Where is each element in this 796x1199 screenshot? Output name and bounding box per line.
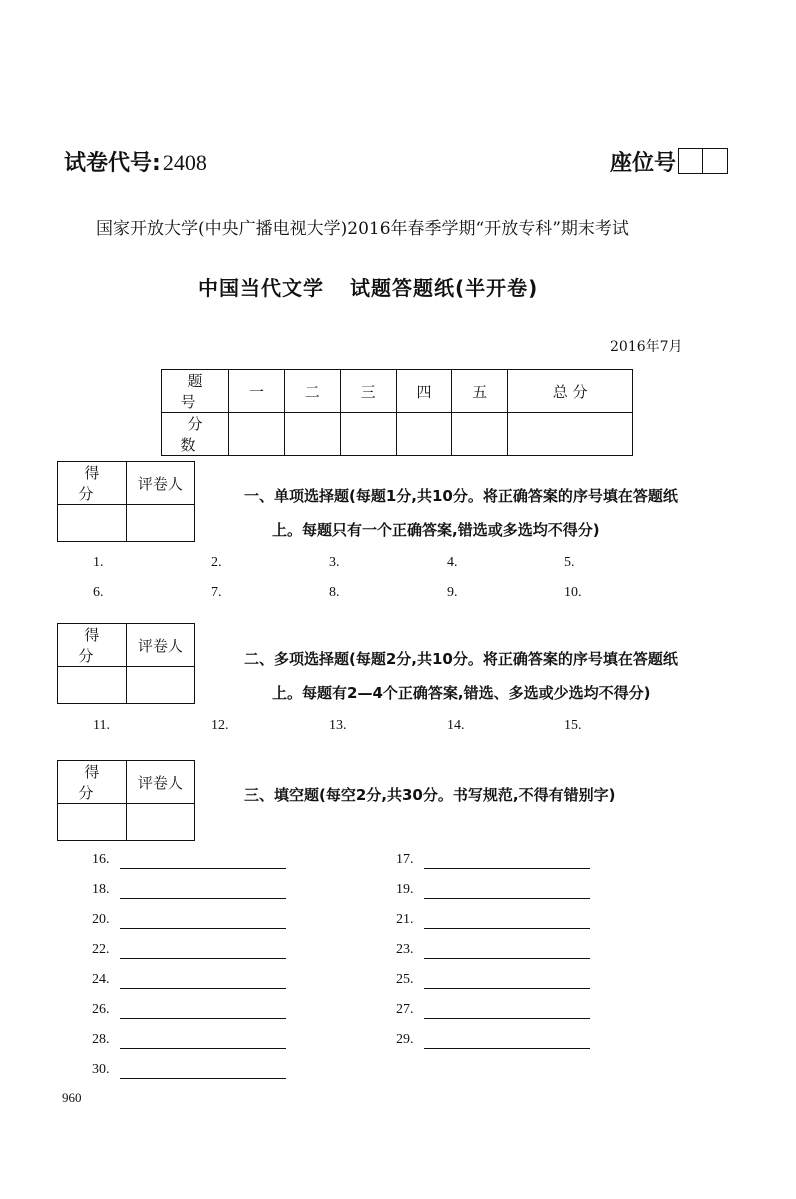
score-table-col: 五	[452, 370, 508, 413]
blank-number: 19.	[396, 882, 414, 897]
blank-number: 20.	[92, 912, 110, 927]
blank-number: 18.	[92, 882, 110, 897]
question-number: 14.	[447, 718, 465, 733]
question-number: 7.	[211, 585, 222, 600]
fill-blank[interactable]	[92, 1002, 110, 1018]
fill-blank[interactable]	[92, 1032, 110, 1048]
question-number: 11.	[93, 718, 110, 733]
question-number: 4.	[447, 555, 458, 570]
section-2-instructions	[244, 642, 678, 710]
section-3-title-line1: 三、填空题(每空2分,共30分。书写规范,不得有错别字)	[244, 786, 616, 804]
question-number: 15.	[564, 718, 582, 733]
question-number: 6.	[93, 585, 104, 600]
question-number: 13.	[329, 718, 347, 733]
grader-name-label: 评卷人	[126, 462, 194, 505]
blank-number: 21.	[396, 912, 414, 927]
blank-number: 17.	[396, 852, 414, 867]
score-table-col: 三	[340, 370, 396, 413]
fill-blank[interactable]	[396, 1032, 414, 1048]
fill-blank[interactable]	[396, 972, 414, 988]
fill-blank[interactable]	[92, 972, 110, 988]
score-table	[161, 369, 633, 456]
score-table-header-row	[162, 370, 633, 413]
seat-number-label: 座位号	[610, 151, 677, 176]
score-cell[interactable]	[229, 413, 285, 456]
section-2-title-line2: 上。每题有2—4个正确答案,错选、多选或少选均不得分)	[272, 684, 651, 702]
score-table-col: 总 分	[508, 370, 633, 413]
score-cell[interactable]	[284, 413, 340, 456]
score-cell[interactable]	[452, 413, 508, 456]
question-number: 1.	[93, 555, 104, 570]
grader-score-cell[interactable]	[58, 505, 127, 542]
exam-code	[64, 146, 207, 177]
blank-number: 26.	[92, 1002, 110, 1017]
grader-box	[57, 461, 195, 542]
score-table-row-label: 分 数	[162, 413, 229, 456]
fill-blank[interactable]	[396, 1002, 414, 1018]
score-table-col: 一	[229, 370, 285, 413]
fill-blank[interactable]	[92, 1062, 110, 1078]
exam-date: 2016年7月	[610, 339, 683, 355]
grader-name-label: 评卷人	[126, 761, 194, 804]
question-number: 8.	[329, 585, 340, 600]
fill-blank[interactable]	[92, 912, 110, 928]
exam-code-value: 2408	[162, 150, 207, 175]
section-3-instructions	[244, 778, 615, 812]
section-1-title-line2: 上。每题只有一个正确答案,错选或多选均不得分)	[272, 521, 600, 539]
fill-blank[interactable]	[92, 852, 110, 868]
question-number: 10.	[564, 585, 582, 600]
score-table-row-label: 题 号	[162, 370, 229, 413]
blank-number: 16.	[92, 852, 110, 867]
section-2-title-line1: 二、多项选择题(每题2分,共10分。将正确答案的序号填在答题纸	[244, 650, 678, 668]
score-cell[interactable]	[396, 413, 452, 456]
paper-type: 试题答题纸(半开卷)	[350, 276, 539, 300]
blank-number: 27.	[396, 1002, 414, 1017]
score-table-score-row	[162, 413, 633, 456]
grader-name-cell[interactable]	[126, 804, 194, 841]
fill-blank[interactable]	[396, 882, 414, 898]
grader-score-label: 得 分	[58, 624, 127, 667]
paper-title	[198, 272, 538, 301]
grader-name-cell[interactable]	[126, 505, 194, 542]
blank-number: 30.	[92, 1062, 110, 1077]
grader-box	[57, 623, 195, 704]
question-number: 9.	[447, 585, 458, 600]
score-table-col: 二	[284, 370, 340, 413]
exam-code-label: 试卷代号:	[64, 151, 161, 176]
blank-number: 25.	[396, 972, 414, 987]
question-number: 3.	[329, 555, 340, 570]
blank-number: 22.	[92, 942, 110, 957]
seat-number	[610, 146, 728, 177]
institution-line: 国家开放大学(中央广播电视大学)2016年春季学期“开放专科”期末考试	[96, 219, 629, 239]
grader-name-label: 评卷人	[126, 624, 194, 667]
grader-box	[57, 760, 195, 841]
fill-blank[interactable]	[92, 942, 110, 958]
blank-number: 29.	[396, 1032, 414, 1047]
question-number: 5.	[564, 555, 575, 570]
score-cell[interactable]	[508, 413, 633, 456]
blank-number: 24.	[92, 972, 110, 987]
score-table-col: 四	[396, 370, 452, 413]
grader-score-cell[interactable]	[58, 804, 127, 841]
page-number: 960	[62, 1090, 82, 1105]
score-cell[interactable]	[340, 413, 396, 456]
fill-blank[interactable]	[92, 882, 110, 898]
seat-number-boxes[interactable]	[678, 148, 728, 174]
blank-number: 23.	[396, 942, 414, 957]
grader-score-label: 得 分	[58, 761, 127, 804]
grader-score-label: 得 分	[58, 462, 127, 505]
blank-number: 28.	[92, 1032, 110, 1047]
section-1-title-line1: 一、单项选择题(每题1分,共10分。将正确答案的序号填在答题纸	[244, 487, 678, 505]
grader-name-cell[interactable]	[126, 667, 194, 704]
grader-score-cell[interactable]	[58, 667, 127, 704]
question-number: 12.	[211, 718, 229, 733]
fill-blank[interactable]	[396, 942, 414, 958]
fill-blank[interactable]	[396, 852, 414, 868]
fill-blank[interactable]	[396, 912, 414, 928]
section-1-instructions	[244, 479, 678, 547]
course-title: 中国当代文学	[198, 276, 324, 300]
question-number: 2.	[211, 555, 222, 570]
